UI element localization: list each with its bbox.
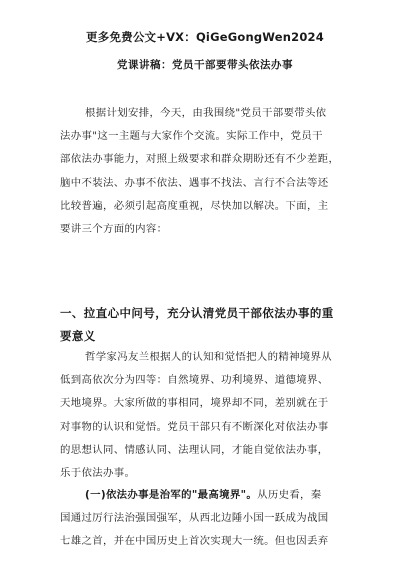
section-heading xyxy=(60,302,352,348)
subsection-paragraph xyxy=(60,484,352,554)
promo-banner: 更多免费公文+VX：QiGeGongWen2024 xyxy=(86,30,324,44)
paragraph-line: 哲学家冯友兰根据人的认知和觉悟把人的精神境界从 xyxy=(85,351,333,363)
paragraph-line: 比较普遍，必须引起高度重视，尽快加以解决。下面，主 xyxy=(60,199,329,212)
subsection-heading: (一)依法办事是治军的"最高境界"。 xyxy=(85,489,258,501)
paragraph-line: 七雄之首，并在中国历史上首次实现大一统。但也因丢弃 xyxy=(60,535,329,548)
heading-line: 一、拉直心中问号，充分认清党员干部依法办事的重 xyxy=(60,306,334,320)
paragraph-line: 天地境界。大家所做的事相同，境界却不同，差别就在于 xyxy=(60,397,329,410)
paragraph-line: 部依法办事能力，对照上级要求和群众期盼还有不少差距， xyxy=(60,153,340,166)
paragraph-line: 对事物的认识和觉悟。党员干部只有不断深化对依法办事 xyxy=(60,420,329,433)
paragraph-line: 国通过厉行法治强国强军，从西北边陲小国一跃成为战国 xyxy=(60,512,329,525)
paragraph-line: 要讲三个方面的内容： xyxy=(60,223,168,236)
paragraph-line: 乐于依法办事。 xyxy=(60,467,136,480)
heading-line: 要意义 xyxy=(60,329,96,343)
paragraph-line: 根据计划安排，今天，由我围绕"党员干部要带头依 xyxy=(85,107,327,119)
paragraph-line: 法办事"这一主题与大家作个交流。实际工作中，党员干 xyxy=(60,130,323,143)
document-subtitle: 党课讲稿：党员干部要带头依法办事 xyxy=(117,59,293,71)
paragraph-line xyxy=(60,484,352,507)
paragraph-line: 脑中不装法、办事不依法、遇事不找法、言行不合法等还 xyxy=(60,176,329,189)
paragraph-line: 的思想认同、情感认同、法理认同，才能自觉依法办事， xyxy=(60,443,329,456)
intro-paragraph xyxy=(60,102,352,241)
paragraph-line: 低到高依次分为四等：自然境界、功利境界、道德境界、 xyxy=(60,374,329,387)
paragraph-text: 从历史看，秦 xyxy=(257,489,322,501)
philosophy-paragraph xyxy=(60,346,352,485)
